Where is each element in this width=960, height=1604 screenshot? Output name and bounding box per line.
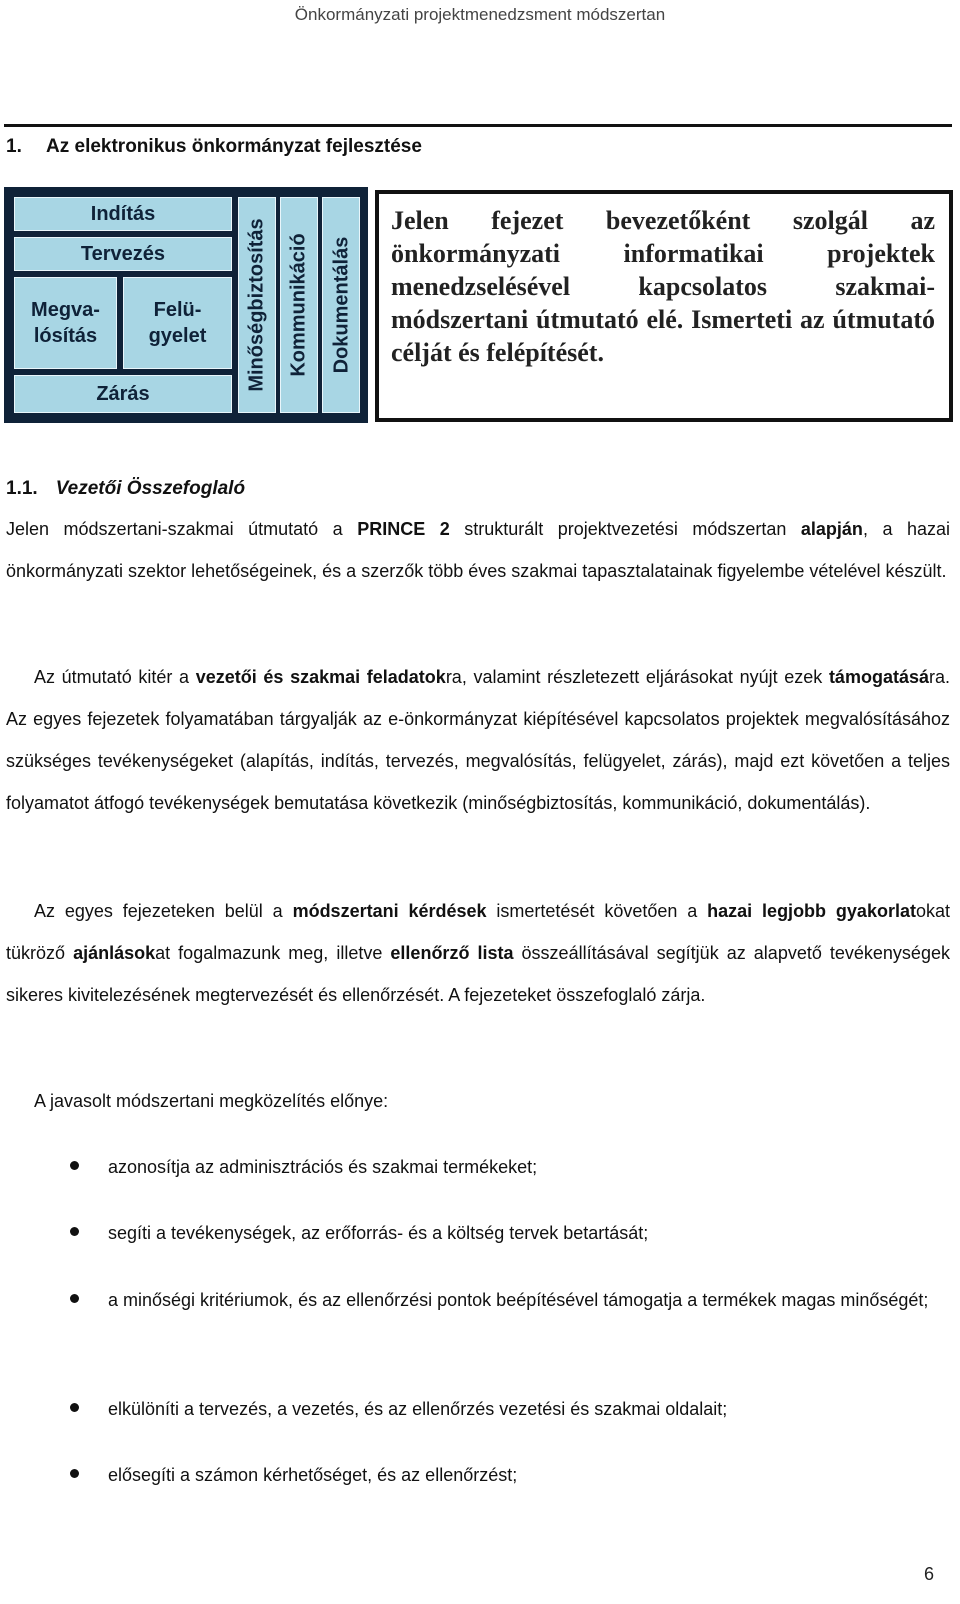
- diagram-block-megvalositas: [14, 277, 117, 369]
- p3-bold-ellenorzo-lista: ellenőrző lista: [390, 943, 514, 963]
- section-number: 1.1.: [6, 478, 38, 499]
- p3-bold-ajanlasok: ajánlások: [73, 943, 156, 963]
- bullet-icon: [70, 1469, 79, 1478]
- p1-text-d: , a hazai önkormányzati szektor lehetőségeinek, és a szerzők több éves szakmai tapasztalatainak figyelembe vételével készült.: [6, 519, 951, 581]
- bullet-icon: [70, 1161, 79, 1170]
- list-item-text: a minőségi kritériumok, és az ellenőrzési pontok beépítésével támogatja a termékek magas minőségét;: [108, 1290, 929, 1310]
- p1-bold-prince2: PRINCE 2: [357, 519, 450, 539]
- diagram-block-felugyelet-label: Felü- gyelet: [148, 299, 207, 347]
- p3-text-e: at fogalmazunk meg, illetve: [155, 943, 391, 963]
- diagram-block-inditas: Indítás: [14, 197, 232, 231]
- diagram-block-felugyelet: [123, 277, 232, 369]
- diagram-label-minosegbiztositas: Minőségbiztosítás: [246, 218, 269, 392]
- chapter-heading: [6, 136, 422, 158]
- p3-text-c: ismertetését követően a: [486, 901, 708, 921]
- p4-text: A javasolt módszertani megközelítés előnye:: [34, 1091, 389, 1111]
- bullet-icon: [70, 1294, 79, 1303]
- diagram-label-kommunikacio: Kommunikáció: [288, 233, 311, 377]
- intro-box: [375, 190, 953, 422]
- section-title: Vezetői Összefoglaló: [55, 478, 246, 499]
- p2-text-a: Az útmutató kitér a: [34, 667, 196, 687]
- paragraph-4: [6, 1080, 950, 1122]
- running-header: Önkormányzati projektmenedzsment módszertan: [294, 5, 666, 24]
- diagram-block-minosegbiztositas: [238, 197, 276, 413]
- p2-text-d: ra. Az egyes fejezetek folyamatában tárgyalják az e-önkormányzat kiépítésével kapcsolatos projektek megvalósításához szükséges tevékenységeket (alapítás, indítás, tervezés, megvalósítás, felügyelet, zárás), majd ezt követően a teljes folyamatot átfogó tevékenységek bemutatása következik (minőségbiztosítás, kommunikáció, dokumentálás).: [6, 667, 950, 813]
- chapter-number: 1.: [6, 136, 22, 157]
- p1-bold-alapjan: alapján: [800, 519, 863, 539]
- p2-bold-feladatok: vezetői és szakmai feladatok: [195, 667, 446, 687]
- chapter-divider: [4, 124, 952, 127]
- diagram-block-megvalositas-label: Megva- lósítás: [31, 299, 100, 347]
- p3-bold-modszertani-kerdesek: módszertani kérdések: [292, 901, 487, 921]
- p3-text-d: okat tükröző: [6, 901, 950, 963]
- bullet-icon: [70, 1227, 79, 1236]
- p2-text-c: ra, valamint részletezett eljárásokat nyújt ezek: [445, 667, 829, 687]
- intro-text: Jelen fejezet bevezetőként szolgál az önkormányzati informatikai projektek menedzselésével kapcsolatos szakmai-módszertani útmutató elé. Ismerteti az útmutató célját és felépítését.: [391, 206, 935, 367]
- diagram-block-dokumentalas: [322, 197, 360, 413]
- page-number: 6: [923, 1564, 934, 1584]
- p2-bold-tamogatasa: támogatásá: [828, 667, 929, 687]
- p1-text-a: Jelen módszertani-szakmai útmutató a: [6, 519, 358, 539]
- p3-text-a: Az egyes fejezeteken belül a: [34, 901, 293, 921]
- diagram-block-tervezes: Tervezés: [14, 237, 232, 271]
- paragraph-1: [6, 508, 950, 592]
- process-diagram: [4, 187, 368, 423]
- bullet-icon: [70, 1403, 79, 1412]
- list-item-text: azonosítja az adminisztrációs és szakmai termékeket;: [108, 1157, 538, 1177]
- diagram-block-zaras: Zárás: [14, 375, 232, 413]
- chapter-title: Az elektronikus önkormányzat fejlesztése: [46, 136, 422, 157]
- p1-text-c: strukturált projektvezetési módszertan: [449, 519, 801, 539]
- list-item-text: elősegíti a számon kérhetőséget, és az ellenőrzést;: [108, 1465, 518, 1485]
- section-heading: [6, 478, 245, 500]
- diagram-label-dokumentalas: Dokumentálás: [330, 236, 352, 374]
- p3-text-f: összeállításával segítjük az alapvető tevékenységek sikeres kivitelezésének megtervezését és ellenőrzését. A fejezeteket összefoglaló zárja.: [6, 943, 950, 1005]
- diagram-block-kommunikacio: [280, 197, 318, 413]
- paragraph-3: [6, 890, 950, 1016]
- list-item-text: elkülöníti a tervezés, a vezetés, és az ellenőrzés vezetési és szakmai oldalait;: [108, 1399, 728, 1419]
- p3-bold-legjobb-gyakorlat: hazai legjobb gyakorlat: [707, 901, 916, 921]
- paragraph-2: [6, 656, 950, 824]
- list-item-text: segíti a tevékenységek, az erőforrás- és a költség tervek betartását;: [108, 1223, 649, 1243]
